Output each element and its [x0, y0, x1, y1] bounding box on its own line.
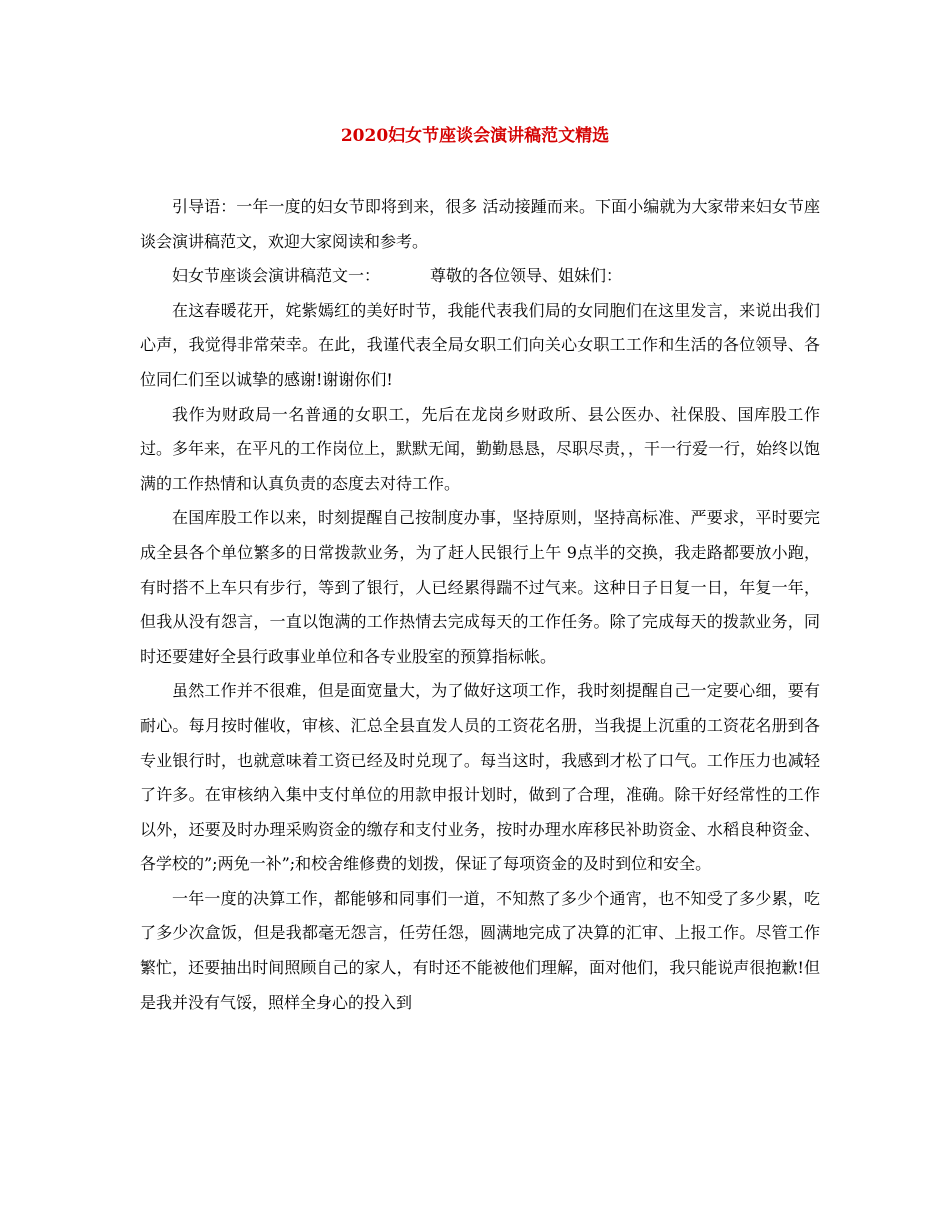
salutation: 尊敬的各位领导、姐妹们：	[430, 266, 623, 286]
paragraph-4: 虽然工作并不很难，但是面宽量大，为了做好这项工作，我时刻提醒自己一定要心细，要有耐心。每月按时催收，审核、汇总全县直发人员的工资花名册，当我提上沉重的工资花名册到各专业银行时，也就意味着工资已经及时兑现了。每当这时，我感到才松了口气。工作压力也减轻了许多。在审核纳入集中支付单位的用款申报计划时，做到了合理，准确。除干好经常性的工作以外，还要及时办理采购资金的缴存和支付业务，按时办理水库移民补助资金、水稻良种资金、各学校的”;两免一补”;和校舍维修费的划拨，保证了每项资金的及时到位和安全。	[140, 681, 820, 874]
section-heading-label: 妇女节座谈会演讲稿范文一：	[172, 266, 381, 286]
paragraph-3: 在国库股工作以来，时刻提醒自己按制度办事，坚持原则，坚持高标准、严要求，平时要完成全县各个单位繁多的日常拨款业务，为了赶人民银行上午 9点半的交换，我走路都要放小跑，有时搭不上车只有步行，等到了银行，人已经累得踹不过气来。这种日子日复一日，年复一年，但我从没有怨言，一直以饱满的工作热情去完成每天的工作任务。除了完成每天的拨款业务，同时还要建好全县行政事业单位和各专业股室的预算指标帐。	[140, 508, 820, 666]
paragraph-intro: 引导语：一年一度的妇女节即将到来，很多 活动接踵而来。下面小编就为大家带来妇女节座谈会演讲稿范文，欢迎大家阅读和参考。	[140, 197, 820, 251]
document-title: 2020妇女节座谈会演讲稿范文精选	[340, 126, 610, 146]
paragraph-1: 在这春暖花开，姹紫嫣红的美好时节，我能代表我们局的女同胞们在这里发言，来说出我们心声，我觉得非常荣幸。在此，我谨代表全局女职工们向关心女职工工作和生活的各位领导、各位同仁们至以诚挚的感谢!谢谢你们!	[140, 300, 820, 389]
section-heading-line	[140, 259, 820, 294]
paragraph-5: 一年一度的决算工作，都能够和同事们一道，不知熬了多少个通宵，也不知受了多少累，吃了多少次盒饭，但是我都毫无怨言，任劳任怨，圆满地完成了决算的汇审、上报工作。尽管工作繁忙，还要抽出时间照顾自己的家人，有时还不能被他们理解，面对他们，我只能说声很抱歉!但是我并没有气馁，照样全身心的投入到	[140, 888, 820, 1012]
paragraph-2: 我作为财政局一名普通的女职工，先后在龙岗乡财政所、县公医办、社保股、国库股工作过。多年来，在平凡的工作岗位上，默默无闻，勤勤恳恳，尽职尽责，，干一行爱一行，始终以饱满的工作热情和认真负责的态度去对待工作。	[140, 404, 821, 493]
document-body	[140, 190, 820, 1020]
